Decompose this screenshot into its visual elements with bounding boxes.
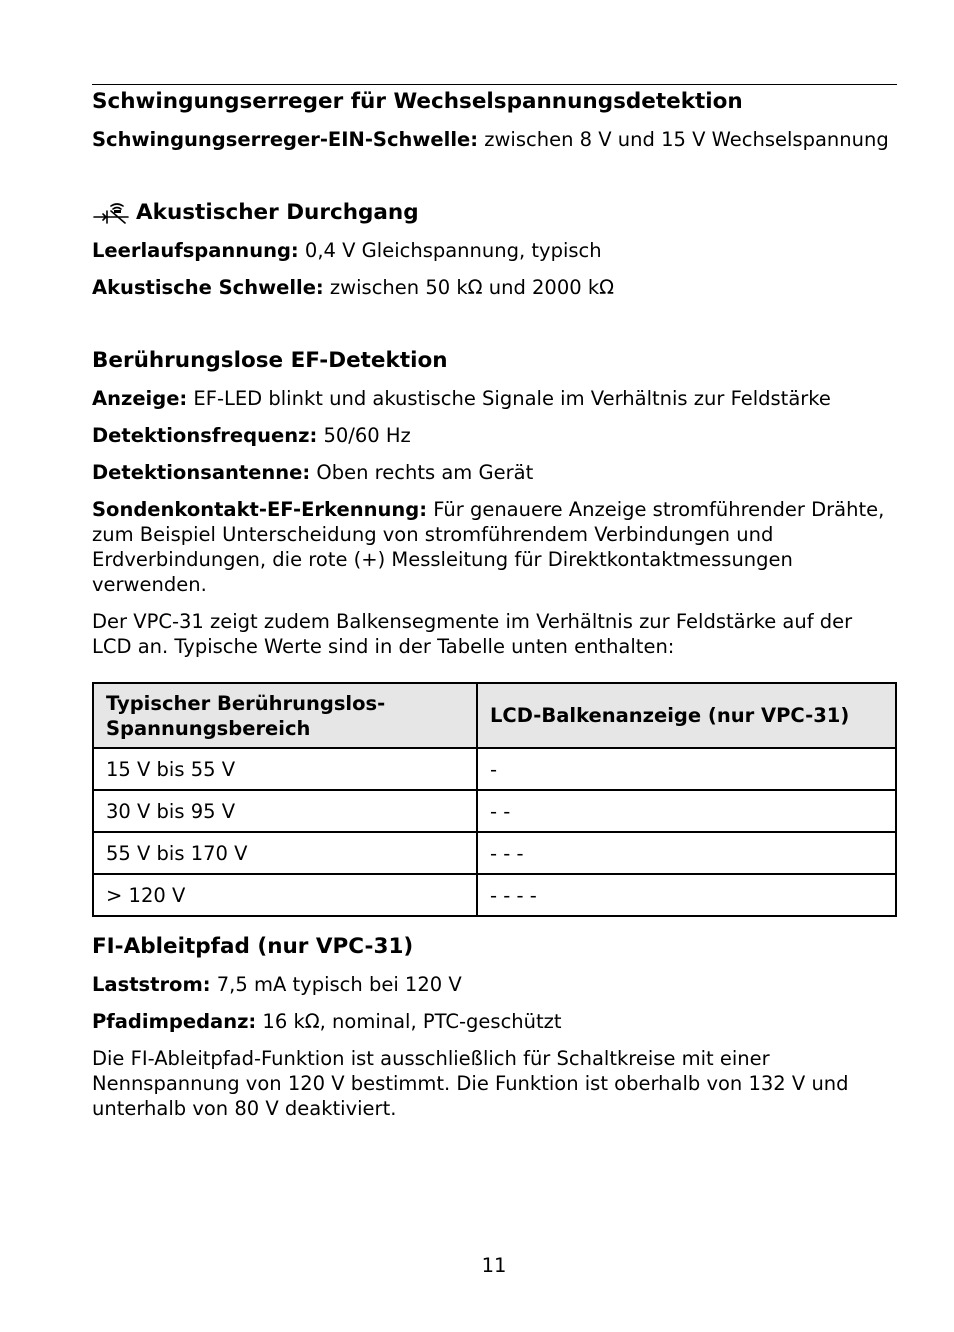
spec-line: [92, 497, 897, 597]
spec-label: Schwingungserreger-EIN-Schwelle:: [92, 128, 479, 151]
section-title-text: Schwingungserreger für Wechselspannungsdetektion: [92, 89, 743, 114]
spec-line: [92, 127, 897, 152]
spec-value: 16 kΩ, nominal, PTC-geschützt: [256, 1010, 562, 1033]
page-content: [92, 84, 897, 1121]
spec-line: [92, 275, 897, 300]
table-row: [93, 874, 896, 916]
spec-label: Pfadimpedanz:: [92, 1010, 257, 1033]
spec-value: zwischen 8 V und 15 V Wechselspannung: [478, 128, 889, 151]
spec-value: zwischen 50 kΩ und 2000 kΩ: [323, 276, 615, 299]
spec-label: Detektionsfrequenz:: [92, 424, 318, 447]
spec-line: [92, 386, 897, 411]
spec-label: Detektionsantenne:: [92, 461, 311, 484]
table-cell: - -: [477, 790, 896, 832]
body-paragraph: Die FI-Ableitpfad-Funktion ist ausschließlich für Schaltkreise mit einer Nennspannung von 120 V bestimmt. Die Funktion ist oberhalb von 132 V und unterhalb von 80 V deaktiviert.: [92, 1047, 849, 1120]
spec-label: Leerlaufspannung:: [92, 239, 299, 262]
table-cell: - - -: [477, 832, 896, 874]
spec-line: [92, 1009, 897, 1034]
spec-value: EF-LED blinkt und akustische Signale im Verhältnis zur Feldstärke: [187, 387, 831, 410]
section-title-text: Berührungslose EF-Detektion: [92, 348, 448, 373]
spec-value: 7,5 mA typisch bei 120 V: [210, 973, 462, 996]
spec-line: [92, 238, 897, 263]
page-number: 11: [481, 1254, 507, 1277]
spec-value: 50/60 Hz: [317, 424, 411, 447]
section-title-vibration: [92, 89, 897, 115]
table-cell: - - - -: [477, 874, 896, 916]
section-title-text: Akustischer Durchgang: [136, 200, 419, 225]
spec-value: Oben rechts am Gerät: [310, 461, 534, 484]
spec-label: Anzeige:: [92, 387, 188, 410]
body-paragraph: Der VPC-31 zeigt zudem Balkensegmente im Verhältnis zur Feldstärke auf der LCD an. Typische Werte sind in der Tabelle unten enthalten:: [92, 610, 853, 658]
table-cell: 15 V bis 55 V: [93, 748, 477, 790]
table-row: [93, 832, 896, 874]
spec-label: Sondenkontakt-EF-Erkennung:: [92, 498, 428, 521]
spec-line: [92, 460, 897, 485]
spec-value: Für genauere Anzeige stromführender Drähte, zum Beispiel Unterscheidung von stromführendem Verbindungen und Erdverbindungen, die rote (+) Messleitung für Direktkontaktmessungen verwenden.: [92, 498, 885, 596]
table-cell: > 120 V: [93, 874, 477, 916]
spec-label: Akustische Schwelle:: [92, 276, 324, 299]
continuity-beeper-icon: [92, 202, 130, 224]
bar-display-table: [92, 682, 897, 917]
table-header: LCD-Balkenanzeige (nur VPC-31): [477, 683, 896, 748]
spec-line: [92, 423, 897, 448]
section-title-continuity: [92, 200, 897, 226]
section-title-fi-path: [92, 934, 897, 960]
table-cell: 30 V bis 95 V: [93, 790, 477, 832]
table-header-row: [93, 683, 896, 748]
table-cell: 55 V bis 170 V: [93, 832, 477, 874]
spec-line: [92, 972, 897, 997]
table-row: [93, 748, 896, 790]
table-row: [93, 790, 896, 832]
top-rule: [92, 84, 897, 85]
table-header: Typischer Berührungslos-Spannungsbereich: [93, 683, 477, 748]
spec-label: Laststrom:: [92, 973, 211, 996]
section-title-ef-detection: [92, 348, 897, 374]
table-cell: -: [477, 748, 896, 790]
section-title-text: FI-Ableitpfad (nur VPC-31): [92, 934, 414, 959]
spec-value: 0,4 V Gleichspannung, typisch: [298, 239, 602, 262]
